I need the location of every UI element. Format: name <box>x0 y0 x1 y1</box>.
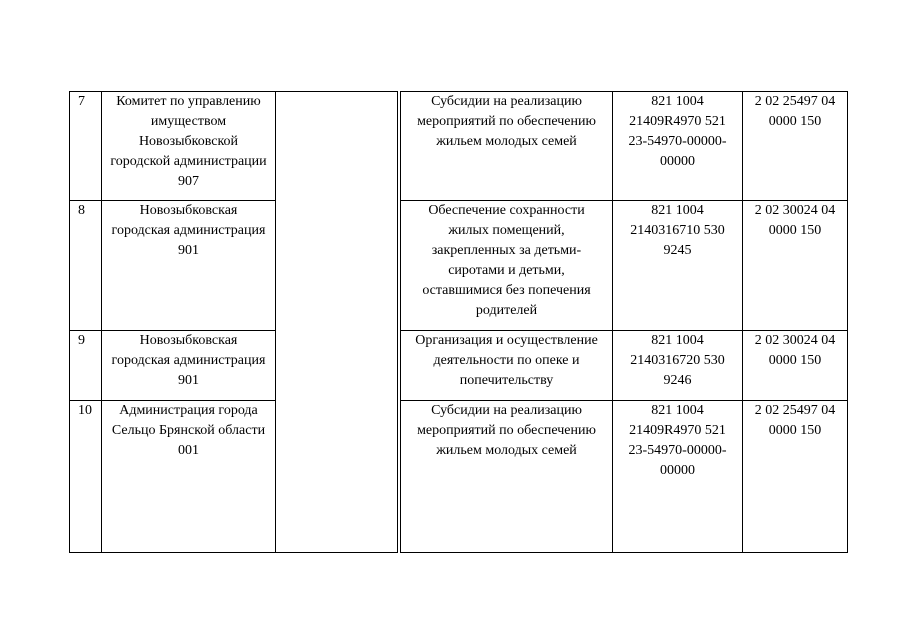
subsidy-purpose: Обеспечение сохранности жилых помещений, закрепленных за детьми- сиротами и детьми, оставшимися без попечения родителей <box>401 201 613 331</box>
table-row <box>70 201 848 331</box>
subsidy-purpose: Организация и осуществление деятельности по опеке и попечительству <box>401 331 613 401</box>
subsidy-purpose: Субсидии на реализацию мероприятий по обеспечению жильем молодых семей <box>401 92 613 201</box>
budget-classification-code: 821 1004 21409R4970 521 23-54970-00000- 00000 <box>613 401 743 553</box>
row-number: 10 <box>70 401 102 553</box>
table-row <box>70 401 848 553</box>
budget-classification-code: 821 1004 2140316720 530 9246 <box>613 331 743 401</box>
budget-classification-code: 821 1004 21409R4970 521 23-54970-00000- 00000 <box>613 92 743 201</box>
row-number: 8 <box>70 201 102 331</box>
subsidy-purpose: Субсидии на реализацию мероприятий по обеспечению жильем молодых семей <box>401 401 613 553</box>
row-number: 7 <box>70 92 102 201</box>
recipient-name: Новозыбковская городская администрация 901 <box>102 331 276 401</box>
income-classification-code: 2 02 25497 04 0000 150 <box>743 92 848 201</box>
recipient-name: Новозыбковская городская администрация 901 <box>102 201 276 331</box>
table-row <box>70 331 848 401</box>
row-number: 9 <box>70 331 102 401</box>
empty-merged-column <box>276 92 398 553</box>
recipient-name: Комитет по управлению имуществом Новозыбковской городской администрации 907 <box>102 92 276 201</box>
recipient-name: Администрация города Сельцо Брянской области 001 <box>102 401 276 553</box>
budget-classification-code: 821 1004 2140316710 530 9245 <box>613 201 743 331</box>
income-classification-code: 2 02 30024 04 0000 150 <box>743 201 848 331</box>
table-row <box>70 92 848 201</box>
subsidy-table <box>69 91 848 553</box>
income-classification-code: 2 02 25497 04 0000 150 <box>743 401 848 553</box>
income-classification-code: 2 02 30024 04 0000 150 <box>743 331 848 401</box>
